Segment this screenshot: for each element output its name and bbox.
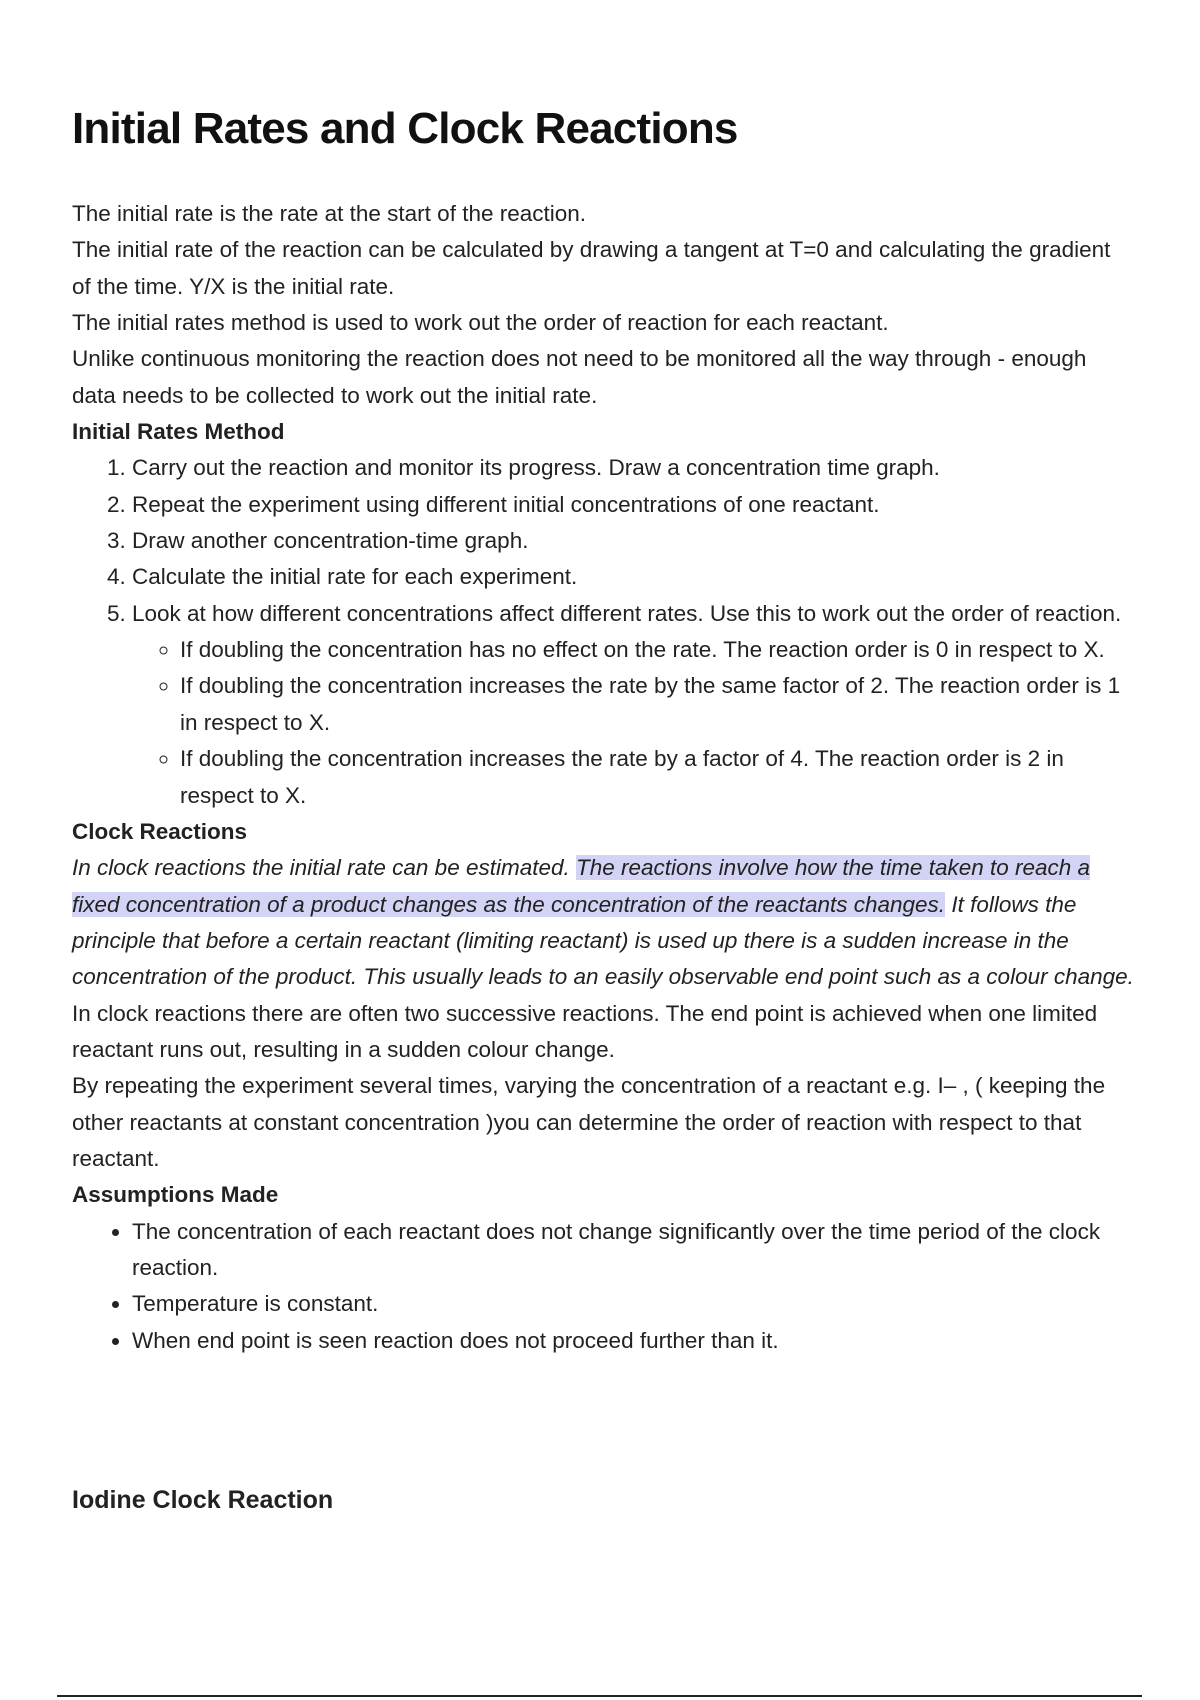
order-rule: ◦ If doubling the concentration has no effect on the rate. The reaction order is 0 in respect to X. bbox=[180, 632, 1134, 668]
clock-italic-post: It follows the principle that before a certain reactant (limiting reactant) is used up there is a sudden increase in the concentration of the product. This usually leads to an easily observable end point such as a colour change. bbox=[72, 891, 1134, 990]
assumption-item: • Temperature is constant. bbox=[132, 1286, 1134, 1322]
method-step bbox=[132, 596, 1134, 814]
intro-paragraph: The initial rate is the rate at the start of the reaction. bbox=[72, 201, 587, 226]
method-step: 3. Draw another concentration-time graph. bbox=[132, 523, 1134, 559]
assumption-item: • The concentration of each reactant does not change significantly over the time period of the clock reaction. bbox=[132, 1214, 1134, 1287]
method-step: 4. Calculate the initial rate for each experiment. bbox=[132, 559, 1134, 595]
assumptions-heading: Assumptions Made bbox=[72, 1182, 279, 1208]
intro-paragraph: The initial rate of the reaction can be calculated by drawing a tangent at T=0 and calculating the gradient of the time. Y/X is the initial rate. bbox=[72, 237, 1111, 299]
page-title: Initial Rates and Clock Reactions bbox=[72, 104, 738, 153]
assumptions-list bbox=[72, 1214, 1134, 1359]
method-heading: Initial Rates Method bbox=[72, 419, 285, 445]
order-rules-list bbox=[132, 632, 1134, 814]
method-step: 1. Carry out the reaction and monitor its progress. Draw a concentration time graph. bbox=[132, 450, 1134, 486]
order-rule: ◦ If doubling the concentration increases the rate by the same factor of 2. The reaction order is 1 in respect to X. bbox=[180, 668, 1134, 741]
iodine-clock-heading: Iodine Clock Reaction bbox=[72, 1486, 334, 1514]
clock-italic-pre: In clock reactions the initial rate can be estimated. bbox=[72, 855, 577, 881]
clock-italic-paragraph bbox=[72, 850, 1134, 995]
method-step: 2. Repeat the experiment using different initial concentrations of one reactant. bbox=[132, 487, 1134, 523]
assumption-item: • When end point is seen reaction does not proceed further than it. bbox=[132, 1323, 1134, 1359]
intro-paragraph: Unlike continuous monitoring the reaction does not need to be monitored all the way through - enough data needs to be collected to work out the initial rate. bbox=[72, 346, 1087, 408]
method-steps-list bbox=[72, 450, 1134, 813]
clock-paragraph: In clock reactions there are often two successive reactions. The end point is achieved when one limited reactant runs out, resulting in a sudden colour change. bbox=[72, 1000, 1098, 1062]
document-body bbox=[72, 196, 1134, 1359]
highlighted-text[interactable]: The reactions involve how the time taken to reach a fixed concentration of a product changes as the concentration of the reactants changes. bbox=[72, 855, 1091, 917]
order-rule: ◦ If doubling the concentration increases the rate by a factor of 4. The reaction order is 2 in respect to X. bbox=[180, 741, 1134, 814]
clock-paragraph: By repeating the experiment several times, varying the concentration of a reactant e.g. I– , ( keeping the other reactants at constant concentration )you can determine the order of reaction with respect to that reactant. bbox=[72, 1073, 1106, 1171]
clock-heading: Clock Reactions bbox=[72, 818, 248, 844]
intro-paragraph: The initial rates method is used to work out the order of reaction for each reactant. bbox=[72, 310, 889, 336]
page-bottom-divider bbox=[57, 1695, 1142, 1697]
method-step-text: Look at how different concentrations affect different rates. Use this to work out the order of reaction. bbox=[132, 600, 1122, 626]
